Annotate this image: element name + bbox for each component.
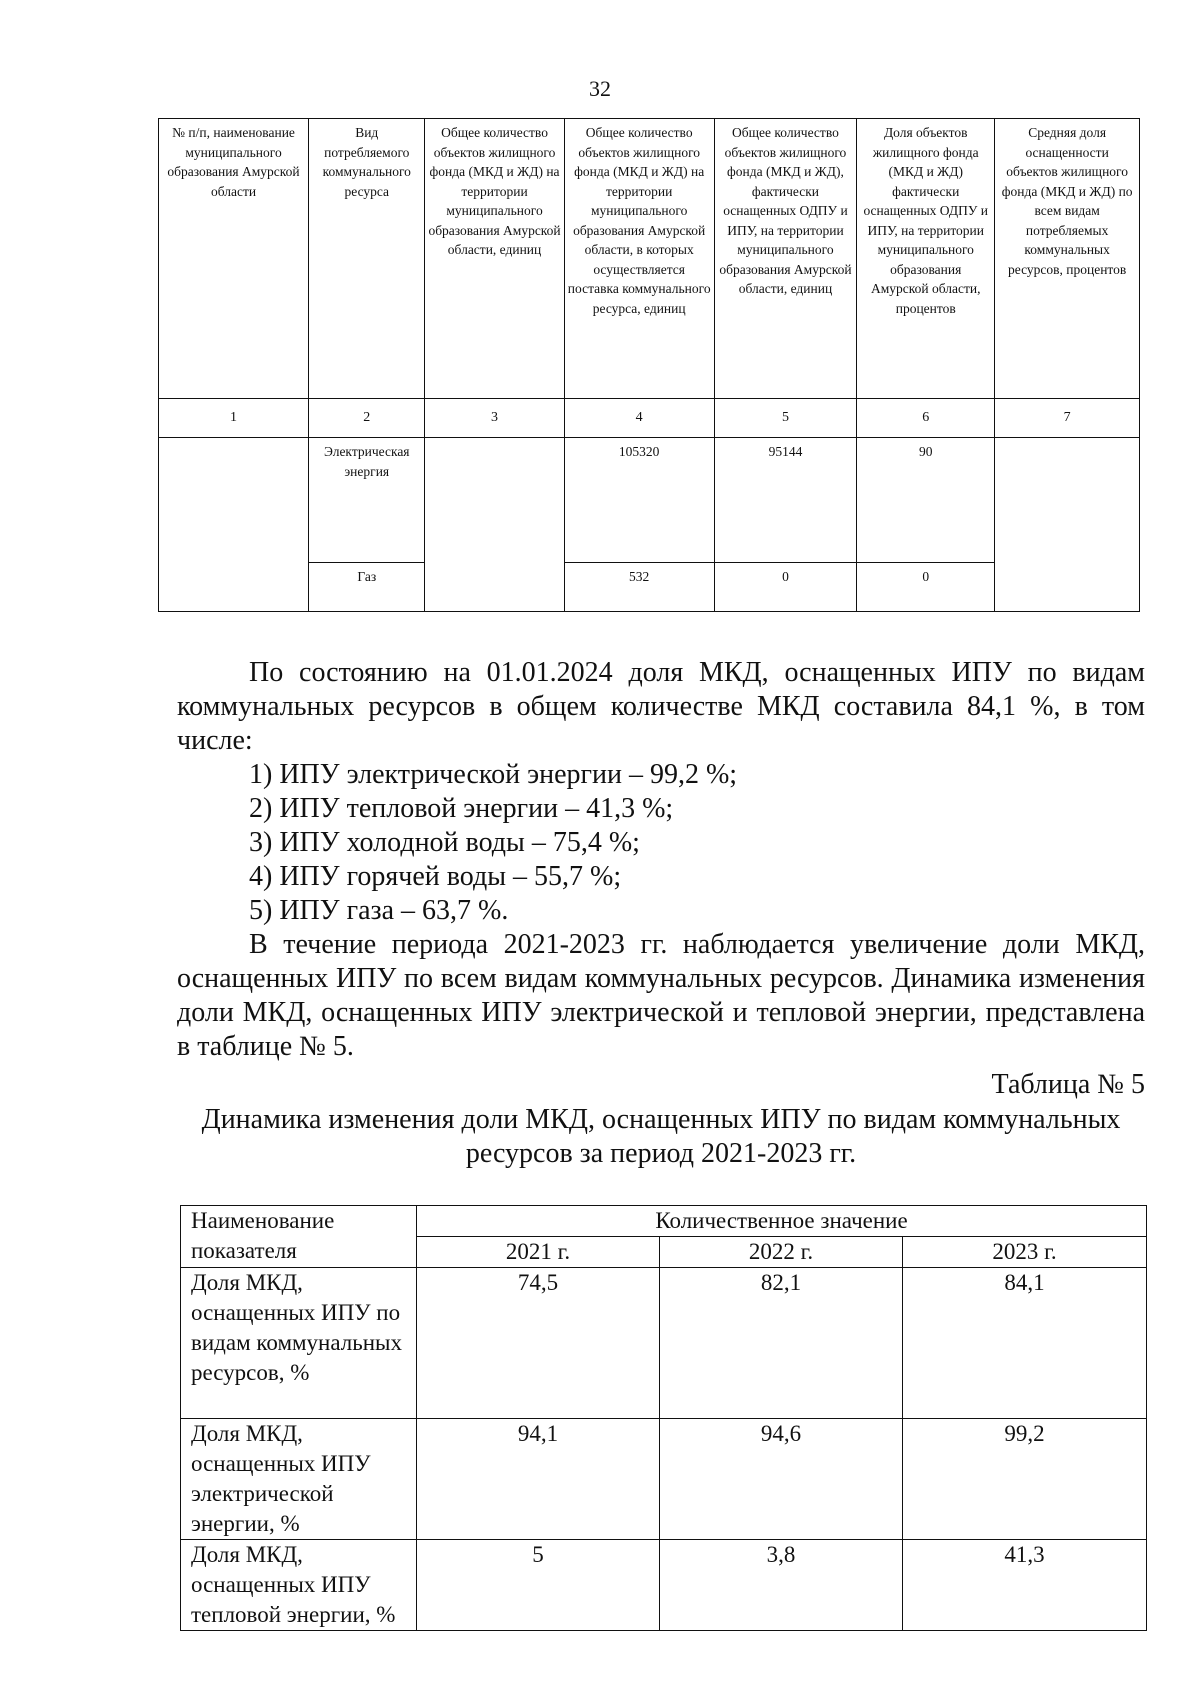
list-item: 3) ИПУ холодной воды – 75,4 %; (249, 827, 640, 858)
value-cell: 99,2 (903, 1419, 1147, 1540)
table1-header-cell: Доля объектов жилищного фонда (МКД и ЖД) фактически оснащенных ОДПУ и ИПУ, на территории муниципального образования Амурской области, процентов (857, 119, 995, 399)
year-header: 2023 г. (903, 1237, 1147, 1268)
indicator-header-line: показателя (191, 1238, 297, 1263)
value-cell: 74,5 (417, 1268, 660, 1419)
list-item: 1) ИПУ электрической энергии – 99,2 %; (249, 759, 738, 790)
resource-type-cell: Газ (309, 563, 425, 612)
table-row (181, 1540, 1147, 1631)
resource-metering-table (158, 118, 1140, 612)
table1-header-cell: № п/п, наименование муниципального образования Амурской области (159, 119, 309, 399)
indicator-name: Доля МКД, оснащенных ИПУ электрической энергии, % (181, 1419, 417, 1540)
column-number: 3 (425, 399, 564, 438)
value-cell: 82,1 (660, 1268, 903, 1419)
paragraph: В течение периода 2021-2023 гг. наблюдается увеличение доли МКД, оснащенных ИПУ по всем видам коммунальных ресурсов. Динамика изменения доли МКД, оснащенных ИПУ электрической и тепловой энергии, представлена в таблице № 5. (177, 929, 1145, 1062)
column-number: 7 (995, 399, 1140, 438)
column-number: 5 (714, 399, 856, 438)
indicator-header-line: Наименование (191, 1208, 335, 1233)
table-row (159, 438, 1140, 563)
year-header: 2022 г. (660, 1237, 903, 1268)
value-cell: 5 (417, 1540, 660, 1631)
dynamics-table (180, 1205, 1147, 1631)
supplied-objects-cell: 105320 (564, 438, 714, 563)
value-cell: 84,1 (903, 1268, 1147, 1419)
list-item: 2) ИПУ тепловой энергии – 41,3 %; (249, 793, 674, 824)
equipped-share-cell: 0 (857, 563, 995, 612)
resource-type-cell: Электрическая энергия (309, 438, 425, 563)
table1-header-cell: Общее количество объектов жилищного фонда (МКД и ЖД) на территории муниципального образования Амурской области, единиц (425, 119, 564, 399)
value-cell: 3,8 (660, 1540, 903, 1631)
table1-header-cell: Средняя доля оснащенности объектов жилищного фонда (МКД и ЖД) по всем видам потребляемых коммунальных ресурсов, процентов (995, 119, 1140, 399)
equipped-share-cell: 90 (857, 438, 995, 563)
body-text (177, 656, 1145, 1064)
column-number: 6 (857, 399, 995, 438)
table1-header-row (159, 119, 1140, 399)
year-header: 2021 г. (417, 1237, 660, 1268)
value-cell: 41,3 (903, 1540, 1147, 1631)
equipped-objects-cell: 95144 (714, 438, 856, 563)
list-item: 4) ИПУ горячей воды – 55,7 %; (249, 861, 622, 892)
municipality-cell (159, 438, 309, 612)
table1-header-cell: Общее количество объектов жилищного фонда (МКД и ЖД) на территории муниципального образования Амурской области, в которых осуществляется поставка коммунального ресурса, единиц (564, 119, 714, 399)
value-cell: 94,6 (660, 1419, 903, 1540)
indicator-header (181, 1206, 417, 1268)
page-number: 32 (589, 76, 611, 101)
average-share-cell (995, 438, 1140, 612)
table1-header-cell: Вид потребляемого коммунального ресурса (309, 119, 425, 399)
quantity-group-header: Количественное значение (417, 1206, 1147, 1237)
paragraph: По состоянию на 01.01.2024 доля МКД, оснащенных ИПУ по видам коммунальных ресурсов в общем количестве МКД составила 84,1 %, в том числе: (177, 657, 1145, 756)
table1-column-number-row (159, 399, 1140, 438)
table-title-line: ресурсов за период 2021-2023 гг. (465, 1138, 857, 1169)
supplied-objects-cell: 532 (564, 563, 714, 612)
table-label: Таблица № 5 (991, 1069, 1145, 1100)
total-objects-cell (425, 438, 564, 612)
indicator-name: Доля МКД, оснащенных ИПУ по видам коммунальных ресурсов, % (181, 1268, 417, 1419)
column-number: 4 (564, 399, 714, 438)
list-item: 5) ИПУ газа – 63,7 %. (249, 895, 509, 926)
table1-header-cell: Общее количество объектов жилищного фонда (МКД и ЖД), фактически оснащенных ОДПУ и ИПУ, на территории муниципального образования Амурской области, единиц (714, 119, 856, 399)
equipped-objects-cell: 0 (714, 563, 856, 612)
indicator-name: Доля МКД, оснащенных ИПУ тепловой энергии, % (181, 1540, 417, 1631)
column-number: 2 (309, 399, 425, 438)
table-title (177, 1103, 1145, 1171)
column-number: 1 (159, 399, 309, 438)
table5-header-row (181, 1206, 1147, 1237)
table-row (181, 1419, 1147, 1540)
value-cell: 94,1 (417, 1419, 660, 1540)
table-row (181, 1268, 1147, 1419)
table-title-line: Динамика изменения доли МКД, оснащенных ИПУ по видам коммунальных (201, 1104, 1121, 1135)
